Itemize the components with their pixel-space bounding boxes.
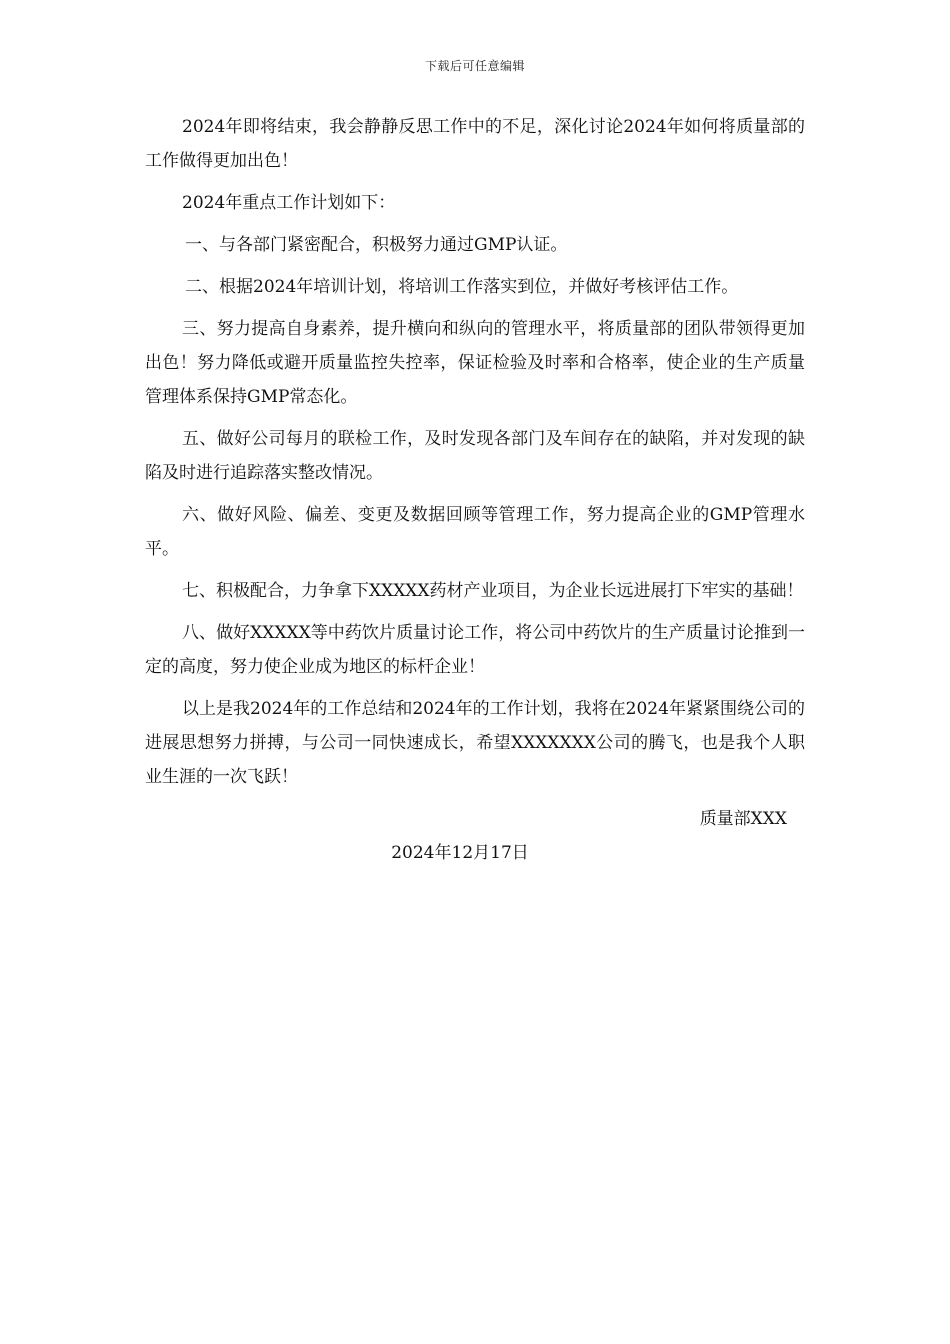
- paragraph-conclusion: 以上是我2024年的工作总结和2024年的工作计划，我将在2024年紧紧围绕公司的进展思想努力拼搏，与公司一同快速成长，希望XXXXXXX公司的腾飞，也是我个人职业生涯的一次飞跃！: [145, 699, 805, 787]
- paragraph-intro: 2024年即将结束，我会静静反思工作中的不足，深化讨论2024年如何将质量部的工作做得更加出色！: [145, 117, 805, 171]
- paragraph-item-6: 六、做好风险、偏差、变更及数据回顾等管理工作，努力提高企业的GMP管理水平。: [145, 505, 805, 559]
- date: 2024年12月17日: [391, 843, 529, 863]
- paragraph-item-5: 五、做好公司每月的联检工作，及时发现各部门及车间存在的缺陷，并对发现的缺陷及时进行追踪落实整改情况。: [145, 429, 805, 483]
- header-note: 下载后可任意编辑: [424, 59, 525, 73]
- paragraph-item-3: 三、努力提高自身素养，提升横向和纵向的管理水平，将质量部的团队带领得更加出色！努力降低或避开质量监控失控率，保证检验及时率和合格率，使企业的生产质量管理体系保持GMP常态化。: [145, 319, 805, 407]
- document-body: [145, 110, 805, 870]
- paragraph-item-1: 一、与各部门紧密配合，积极努力通过GMP认证。: [185, 235, 568, 255]
- paragraph-item-8: 八、做好XXXXX等中药饮片质量讨论工作，将公司中药饮片的生产质量讨论推到一定的高度，努力使企业成为地区的标杆企业！: [145, 623, 805, 677]
- signature: 质量部XXX: [699, 809, 787, 829]
- paragraph-item-7: 七、积极配合，力争拿下XXXXX药材产业项目，为企业长远进展打下牢实的基础！: [182, 581, 804, 601]
- paragraph-plan-heading: 2024年重点工作计划如下：: [182, 193, 396, 213]
- paragraph-item-2: 二、根据2024年培训计划，将培训工作落实到位，并做好考核评估工作。: [185, 277, 739, 297]
